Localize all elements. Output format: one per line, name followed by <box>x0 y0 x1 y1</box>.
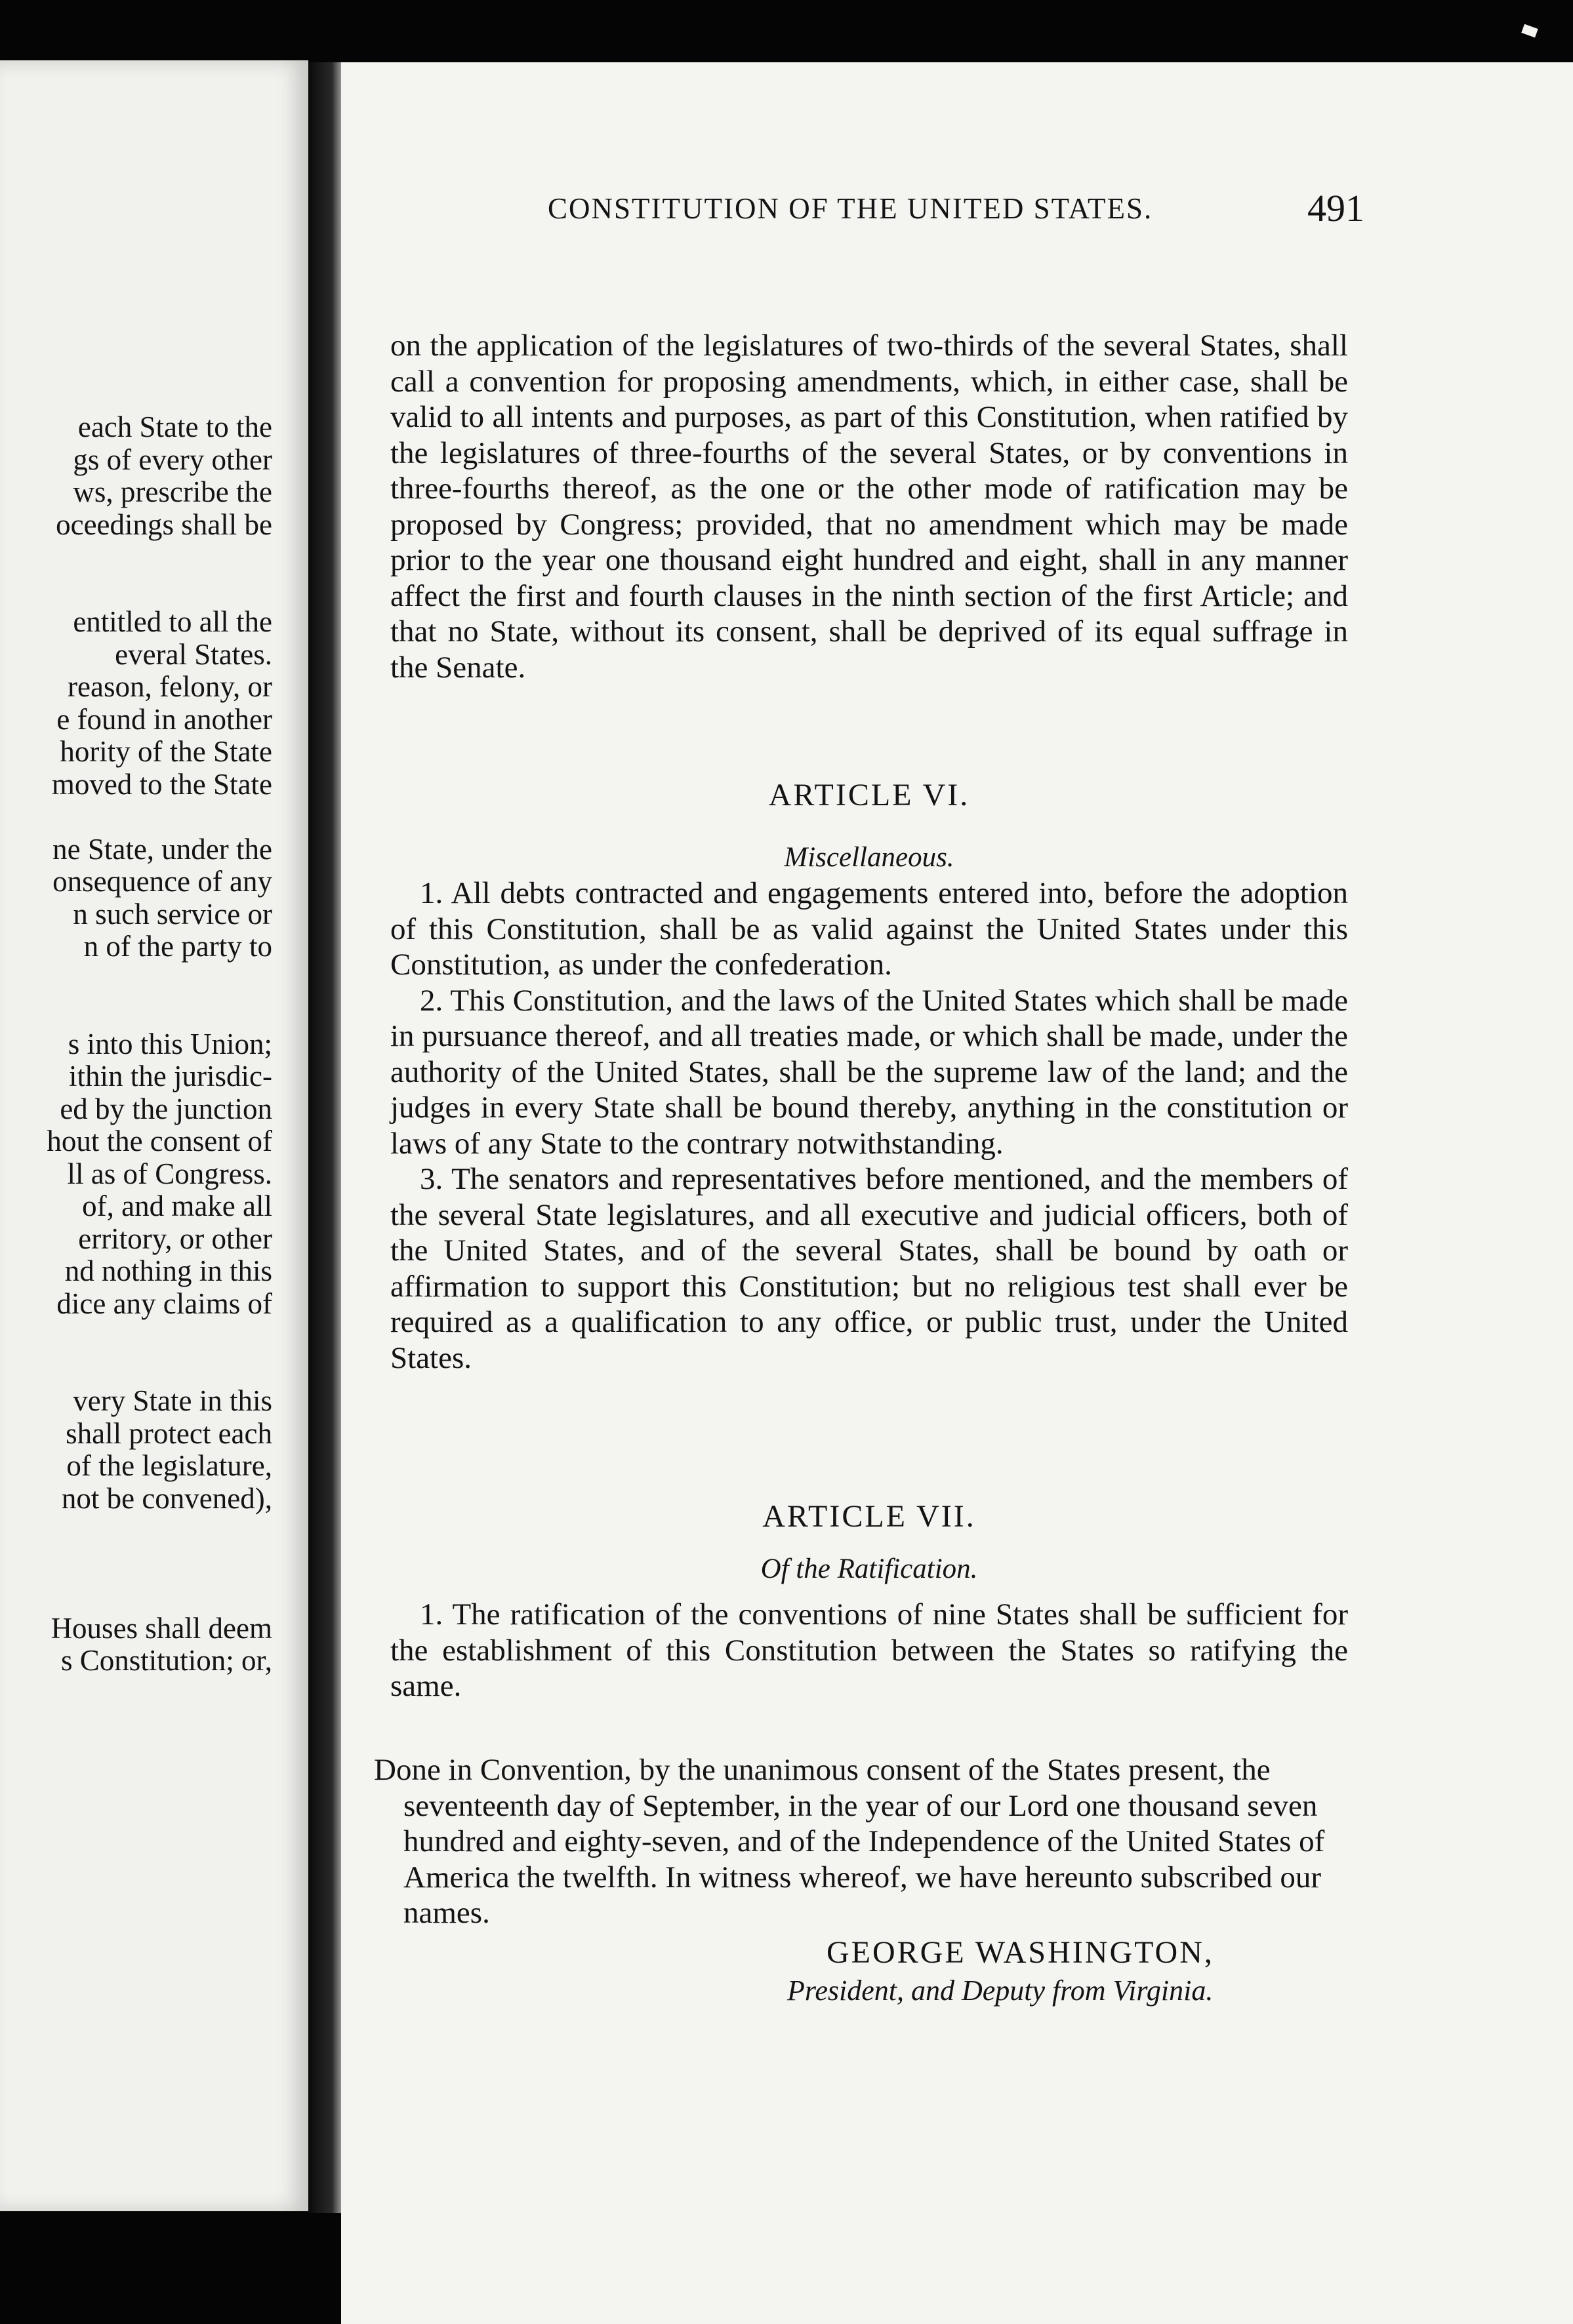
left-page-line: reason, felony, or <box>68 670 272 703</box>
left-page-line: shall protect each <box>66 1416 272 1450</box>
running-title: CONSTITUTION OF THE UNITED STATES. <box>548 192 1153 225</box>
left-page-line: s Constitution; or, <box>61 1644 272 1677</box>
left-page-line: e found in another <box>56 702 272 736</box>
left-page-line: moved to the State <box>51 767 272 801</box>
article-vi-clause-3: 3. The senators and representatives before mentioned, and the members of the several State legislatures, and all executive and judicial officers, both of the United States, and of the several States, shall be bound by oath or affirmation to support this Constitution; but no religious test shall ever be required as a qualification to any office, or public trust, under the United States. <box>390 1162 1348 1375</box>
signatory-title: President, and Deputy from Virginia. <box>787 1974 1214 2007</box>
article-vii-body <box>390 1597 1348 1704</box>
left-page-line: s into this Union; <box>68 1027 272 1060</box>
left-page-line: entitled to all the <box>73 605 272 638</box>
article-vii-heading: ARTICLE VII. <box>762 1499 976 1534</box>
left-page-line: n of the party to <box>83 930 272 963</box>
left-page-line: gs of every other <box>73 443 272 476</box>
attestation-text: Done in Convention, by the unanimous consent of the States present, the seventeenth day of September, in the year of our Lord one thousand seven hundred and eighty-seven, and of the Independence of the United States of America the twelfth. In witness whereof, we have hereunto subscribed our names. <box>374 1753 1325 1930</box>
article-vi-clause-2: 2. This Constitution, and the laws of the United States which shall be made in pursuance thereof, and all treaties made, or which shall be made, under the authority of the United States, shall be the supreme law of the land; and the judges in every State shall be bound thereby, anything in the constitution or laws of any State to the contrary notwithstanding. <box>390 983 1348 1161</box>
left-page-line: Houses shall deem <box>51 1611 272 1645</box>
left-page-line: nd nothing in this <box>64 1254 272 1287</box>
left-page-line: hout the consent of <box>47 1125 272 1157</box>
opening-paragraph: on the application of the legislatures of two-thirds of the several States, shall call a convention for proposing amendments, which, in either case, shall be valid to all intents and purposes, as part of this Constitution, when ratified by the legislatures of three-fourths of the several States, or by conventions in three-fourths thereof, as the one or the other mode of ratification may be proposed by Congress; provided, that no amendment which may be made prior to the year one thousand eight hundred and eight, shall in any manner affect the first and fourth clauses in the ninth section of the first Article; and that no State, without its consent, shall be deprived of its equal suffrage in the Senate. <box>390 329 1348 685</box>
left-page-line: n such service or <box>73 897 272 931</box>
left-page-line: erritory, or other <box>78 1222 272 1255</box>
article-vi-clause-1: 1. All debts contracted and engagements entered into, before the adoption of this Constitution, shall be as valid against the United States under this Constitution, as under the confederation. <box>390 876 1348 982</box>
corner-mark <box>1521 24 1538 38</box>
article-vi-subheading: Miscellaneous. <box>784 842 954 873</box>
left-page-line: hority of the State <box>60 735 272 768</box>
left-page-line: ws, prescribe the <box>73 475 272 508</box>
signatory-name: GEORGE WASHINGTON, <box>827 1935 1214 1970</box>
article-vi-body <box>390 875 1348 1376</box>
left-page-line: of, and make all <box>82 1190 272 1222</box>
article-vi-heading: ARTICLE VI. <box>768 778 970 812</box>
article-vii-clause-1: 1. The ratification of the conventions of nine States shall be sufficient for the establishment of this Constitution between the States so ratifying the same. <box>390 1597 1348 1703</box>
left-facing-page <box>0 60 308 2211</box>
left-page-line: dice any claims of <box>56 1287 272 1320</box>
left-page-line: onsequence of any <box>52 865 272 898</box>
attestation-block <box>374 1752 1338 1931</box>
left-page-line: each State to the <box>77 411 272 443</box>
left-page-line: very State in this <box>73 1384 272 1417</box>
left-page-line: ne State, under the <box>52 832 272 866</box>
left-page-line: ll as of Congress. <box>67 1157 272 1190</box>
running-header <box>548 187 1364 230</box>
article-vii-subheading: Of the Ratification. <box>760 1553 978 1584</box>
left-page-line: ithin the jurisdic- <box>69 1060 272 1092</box>
left-page-line: not be convened), <box>61 1481 272 1515</box>
left-page-line: oceedings shall be <box>56 508 272 541</box>
left-page-line: of the legislature, <box>66 1449 272 1482</box>
left-page-line: ed by the junction <box>60 1092 272 1125</box>
left-page-line: everal States. <box>115 637 272 671</box>
opening-paragraph-block <box>390 328 1348 685</box>
page-number: 491 <box>1307 187 1364 230</box>
